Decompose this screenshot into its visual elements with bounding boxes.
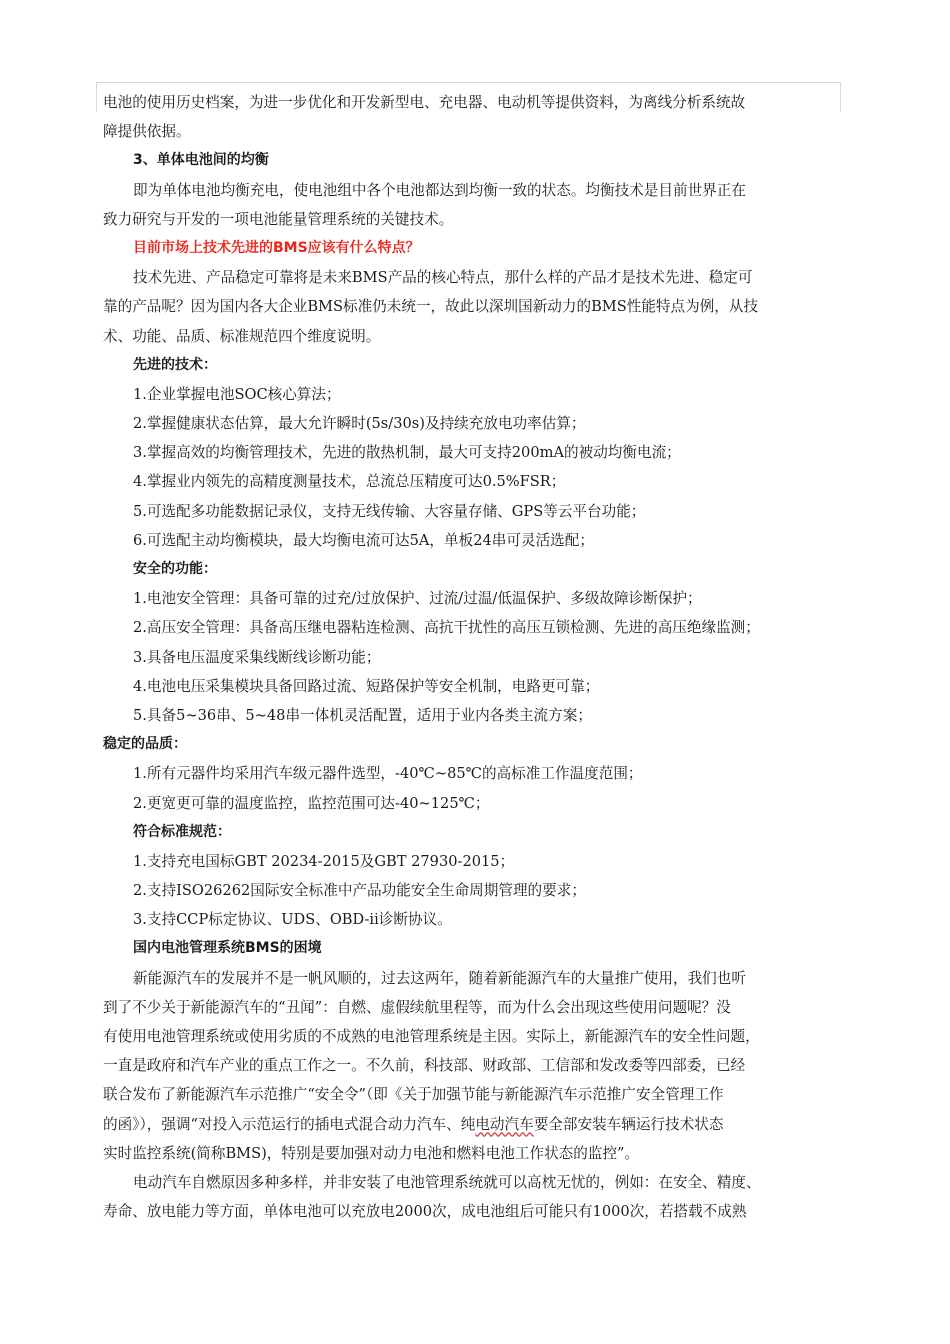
list-item: 2.支持ISO26262国际安全标准中产品功能安全生命周期管理的要求；	[133, 882, 586, 900]
list-item: 3.具备电压温度采集线断线诊断功能；	[133, 648, 381, 666]
line-text: 的函》），强调“对投入示范运行的插电式混合动力汽车、纯	[103, 1115, 476, 1133]
paragraph-line: 术、功能、品质、标准规范四个维度说明。	[103, 327, 381, 345]
section-heading-balance: 3、单体电池间的均衡	[133, 152, 269, 169]
section-heading-safety: 安全的功能：	[133, 561, 217, 577]
list-item: 3.支持CCP标定协议、UDS、OBD-ii诊断协议。	[133, 911, 452, 929]
paragraph-line: 靠的产品呢？因为国内各大企业BMS标准仍未统一，故此以深圳国新动力的BMS性能特点为例，从技	[103, 298, 759, 316]
list-item: 1.电池安全管理：具备可靠的过充/过放保护、过流/过温/低温保护、多级故障诊断保护；	[133, 590, 702, 608]
paragraph-line: 一直是政府和汽车产业的重点工作之一。不久前，科技部、财政部、工信部和发改委等四部委，已经	[103, 1057, 746, 1075]
section-heading-quality: 稳定的品质：	[103, 736, 187, 753]
spellcheck-marked-text: 电动汽车	[475, 1115, 534, 1133]
list-item: 2.高压安全管理：具备高压继电器粘连检测、高抗干扰性的高压互锁检测、先进的高压绝缘监测；	[133, 619, 760, 637]
page-frame-top-border	[96, 82, 840, 83]
paragraph-line	[103, 1110, 843, 1139]
section-heading-tech: 先进的技术：	[133, 356, 217, 373]
paragraph-line: 致力研究与开发的一项电池能量管理系统的关键技术。	[103, 210, 454, 228]
paragraph-line: 实时监控系统(简称BMS)，特别是要加强对动力电池和燃料电池工作状态的监控”。	[103, 1144, 640, 1162]
paragraph-line: 障提供依据。	[103, 123, 191, 141]
list-item: 1.支持充电国标GBT 20234-2015及GBT 27930-2015；	[133, 852, 515, 870]
list-item: 2.掌握健康状态估算，最大允许瞬时(5s/30s)及持续充放电功率估算；	[133, 415, 586, 433]
paragraph-line: 电池的使用历史档案，为进一步优化和开发新型电、充电器、电动机等提供资料，为离线分析系统故	[103, 94, 746, 111]
list-item: 2.更宽更可靠的温度监控，监控范围可达-40~125℃；	[133, 794, 490, 812]
list-item: 1.所有元器件均采用汽车级元器件选型，-40℃~85℃的高标准工作温度范围；	[133, 765, 643, 783]
paragraph-line: 新能源汽车的发展并不是一帆风顺的，过去这两年，随着新能源汽车的大量推广使用，我们也听	[133, 969, 746, 987]
page-frame-left-border	[96, 82, 97, 112]
section-heading-standard: 符合标准规范：	[133, 823, 231, 840]
section-heading-dilemma: 国内电池管理系统BMS的困境	[133, 940, 322, 957]
list-item: 4.掌握业内领先的高精度测量技术，总流总压精度可达0.5%FSR；	[133, 473, 566, 491]
section-heading-question: 目前市场上技术先进的BMS应该有什么特点？	[133, 239, 420, 256]
paragraph-line: 有使用电池管理系统或使用劣质的不成熟的电池管理系统是主因。实际上，新能源汽车的安全性问题，	[103, 1028, 760, 1045]
list-item: 6.可选配主动均衡模块，最大均衡电流可达5A，单板24串可灵活选配；	[133, 531, 594, 549]
paragraph-line: 联合发布了新能源汽车示范推广“安全令”（即《关于加强节能与新能源汽车示范推广安全管理工作	[103, 1086, 724, 1104]
list-item: 5.具备5~36串、5~48串一体机灵活配置，适用于业内各类主流方案；	[133, 706, 592, 724]
paragraph-line: 寿命、放电能力等方面，单体电池可以充放电2000次，成电池组后可能只有1000次，若搭载不成熟	[103, 1203, 747, 1221]
paragraph-line: 到了不少关于新能源汽车的“丑闻”：自燃、虚假续航里程等，而为什么会出现这些使用问题呢？没	[103, 998, 731, 1016]
paragraph-line: 即为单体电池均衡充电，使电池组中各个电池都达到均衡一致的状态。均衡技术是目前世界正在	[133, 181, 746, 199]
document-body	[103, 88, 843, 1226]
list-item: 3.掌握高效的均衡管理技术，先进的散热机制，最大可支持200mA的被动均衡电流；	[133, 444, 681, 462]
line-text: 要全部安装车辆运行技术状态	[533, 1115, 724, 1133]
paragraph-line: 技术先进、产品稳定可靠将是未来BMS产品的核心特点，那什么样的产品才是技术先进、稳定可	[133, 269, 753, 287]
paragraph-line: 电动汽车自燃原因多种多样，并非安装了电池管理系统就可以高枕无忧的，例如：在安全、精度、	[133, 1173, 761, 1191]
list-item: 5.可选配多功能数据记录仪，支持无线传输、大容量存储、GPS等云平台功能；	[133, 502, 646, 520]
list-item: 1.企业掌握电池SOC核心算法；	[133, 385, 341, 403]
list-item: 4.电池电压采集模块具备回路过流、短路保护等安全机制，电路更可靠；	[133, 677, 600, 695]
